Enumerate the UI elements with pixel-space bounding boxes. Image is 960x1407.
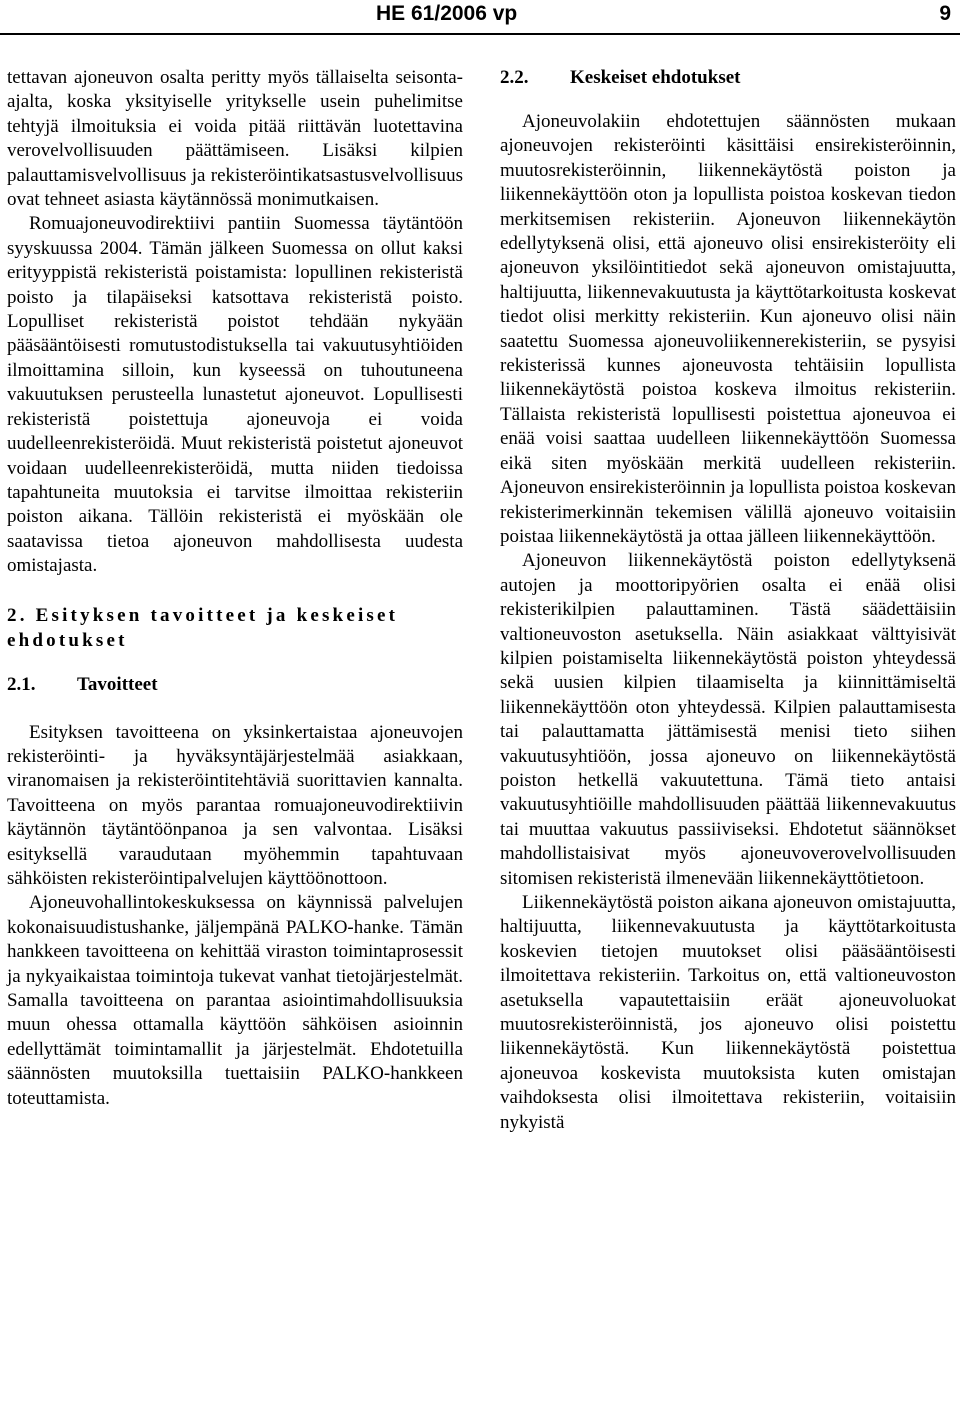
body-paragraph: Ajoneuvolakiin ehdotettujen säännösten mukaan ajoneuvojen rekisteröinti käsittäisi ensirekisteröinnin, muutosrekisteröinnin, liikennekäytöstä poiston ja liikennekäyttöön oton ja lopullista poistoa koskevan tiedon merkitsemisen rekisteriin. Ajoneuvon liikennekäytön edellytyksenä olisi, että ajoneuvo olisi ensirekisteröity eli ajoneuvon yksilöintitiedot sekä ajoneuvon omistajuutta, haltijuutta, liikennevakuutusta ja käyttötarkoitusta koskevat tiedot olisi merkitty rekisteriin. Kun ajoneuvo olisi näin saatettu Suomessa ajoneuvoliikennerekisteriin, se pysyisi rekisterissä kunnes ajoneuvosta tehtäisiin lopullista liikennekäytöstä poistoa koskeva ilmoitus rekisteriin. Tällaista rekisteristä lopullisesti poistettua ajoneuvoa ei enää voisi saattaa uudelleen liikennekäyttöön Suomessa eikä siten myöskään merkitä uudelleen rekisteriin. Ajoneuvon ensirekisteröinnin ja lopullista poistoa koskevan rekisterimerkinnän tekemisen välillä ajoneuvo voitaisiin poistaa liikennekäytöstä ja ottaa jälleen liikennekäyttöön. [500, 111, 956, 547]
body-paragraph: Liikennekäytöstä poiston aikana ajoneuvon omistajuutta, haltijuutta, liikennevakuutusta ja käyttötarkoitusta koskevien tietojen muutokset olisi pääsääntöisesti ilmoitettava rekisteriin. Tarkoitus on, että valtioneuvoston asetuksella vapautettaisiin eräät ajoneuvoluokat muutosrekisteröinnistä, jos ajoneuvo olisi poistettu liikennekäytöstä. Kun liikennekäytöstä poistettua ajoneuvoa koskevista muutoksista kuten omistajan vaihdoksesta olisi ilmoitettava rekisteriin, voitaisiin nykyistä [500, 892, 956, 1133]
header-rule [0, 33, 960, 35]
left-column [7, 66, 463, 1111]
document-title: HE 61/2006 vp [376, 2, 518, 25]
body-paragraph: tettavan ajoneuvon osalta peritty myös tällaiselta seisonta-ajalta, koska yksityiselle yritykselle usein puhelimitse tehtyjä ilmoituksia ei voida pitää riittävän luotettavina verovelvollisuuden päättämiseen. Lisäksi kilpien palauttamisvelvollisuus ja rekisteröintikatsastusvelvollisuus ovat tehneet asiasta käytännössä monimutkaisen. [7, 67, 463, 211]
subsection-heading [7, 673, 463, 697]
right-column [500, 66, 956, 1135]
body-paragraph: Esityksen tavoitteena on yksinkertaistaa ajoneuvojen rekisteröinti- ja hyväksyntäjärjestelmää asiakkaan, viranomaisen ja rekisteröintitehtäviä suorittavien kannalta. Tavoitteena on myös parantaa romuajoneuvodirektiivin käytännön täytäntöönpanoa ja sen valvontaa. Lisäksi esityksellä varaudutaan myöhemmin tapahtuvaan sähköisten rekisteröintipalvelujen käyttöönottoon. [7, 721, 463, 889]
subsection-number: 2.2. [500, 67, 529, 88]
body-paragraph: Ajoneuvohallintokeskuksessa on käynnissä palvelujen kokonaisuudistushanke, jäljempänä PALKO-hanke. Tämän hankkeen tavoitteena on kehittää viraston toimintaprosessit ja nykyaikaistaa toimintoja tukevat vanhat tietojärjestelmät. Samalla tavoitteena on parantaa asiointimahdollisuuksia muun ohessa ottamalla käyttöön sähköisen asioinnin edellyttämät toimintamallit ja järjestelmät. Ehdotetuilla säännösten muutoksilla tuettaisiin PALKO-hankkeen toteuttamista. [7, 892, 463, 1109]
subsection-heading [500, 66, 956, 90]
body-paragraph: Romuajoneuvodirektiivi pantiin Suomessa täytäntöön syyskuussa 2004. Tämän jälkeen Suomessa on ollut kaksi erityyppistä rekisteristä poistamista: lopullinen rekisteristä poisto ja tilapäiseksi katsottava rekisteristä poisto. Lopulliset rekisteristä poistot tehdään nykyään pääsääntöisesti romutustodistuksella tai vakuutusyhtiöiden ilmoittamina silloin, kun kyseessä on tuhoutuneena vakuutuksen perusteella lunastetut ajoneuvot. Lopullisesti rekisteristä poistettuja ajoneuvoja ei voida uudelleenrekisteröidä. Muut rekisteristä poistetut ajoneuvot voidaan uudelleenrekisteröidä, mutta niiden tiedoissa tapahtuneita muutoksia ei tarvitse ilmoittaa rekisteriin poiston aikana. Tällöin rekisteristä ei myöskään ole saatavissa tietoa ajoneuvon mahdollisesta uudesta omistajasta. [7, 213, 463, 577]
page-number: 9 [939, 2, 951, 25]
subsection-title: Tavoitteet [77, 673, 158, 695]
subsection-title: Keskeiset ehdotukset [570, 67, 741, 88]
subsection-number: 2.1. [7, 673, 36, 695]
body-paragraph: Ajoneuvon liikennekäytöstä poiston edellytyksenä autojen ja moottoripyörien osalta ei enää olisi rekisterikilpien palauttaminen. Tästä säädettäisiin valtioneuvoston asetuksella. Näin asiakkaat välttyisivät kilpien poistamiselta liikennekäytöstä poiston yhteydessä sekä uusien kilpien tilaamiselta ja kiinnittämiseltä liikennekäyttöön oton yhteydessä. Kilpien palauttamisesta tai palauttamatta jättämisestä menisi tieto siihen vakuutusyhtiöön, jossa ajoneuvo on liikennekäytöstä poiston hetkellä vakuutettuna. Tämä tieto antaisi vakuutusyhtiöille mahdollisuuden päättää liikennevakuutus tai muuttaa vakuutus passiiviseksi. Ehdotetut säännökset mahdollistaisivat myös ajoneuvoverovelvollisuuden sitomisen rekisteristä ilmenevään liikennekäyttötietoon. [500, 550, 956, 889]
page-header [0, 0, 960, 30]
section-heading: 2. Esityksen tavoitteet ja keskeiset ehdotukset [7, 604, 399, 651]
